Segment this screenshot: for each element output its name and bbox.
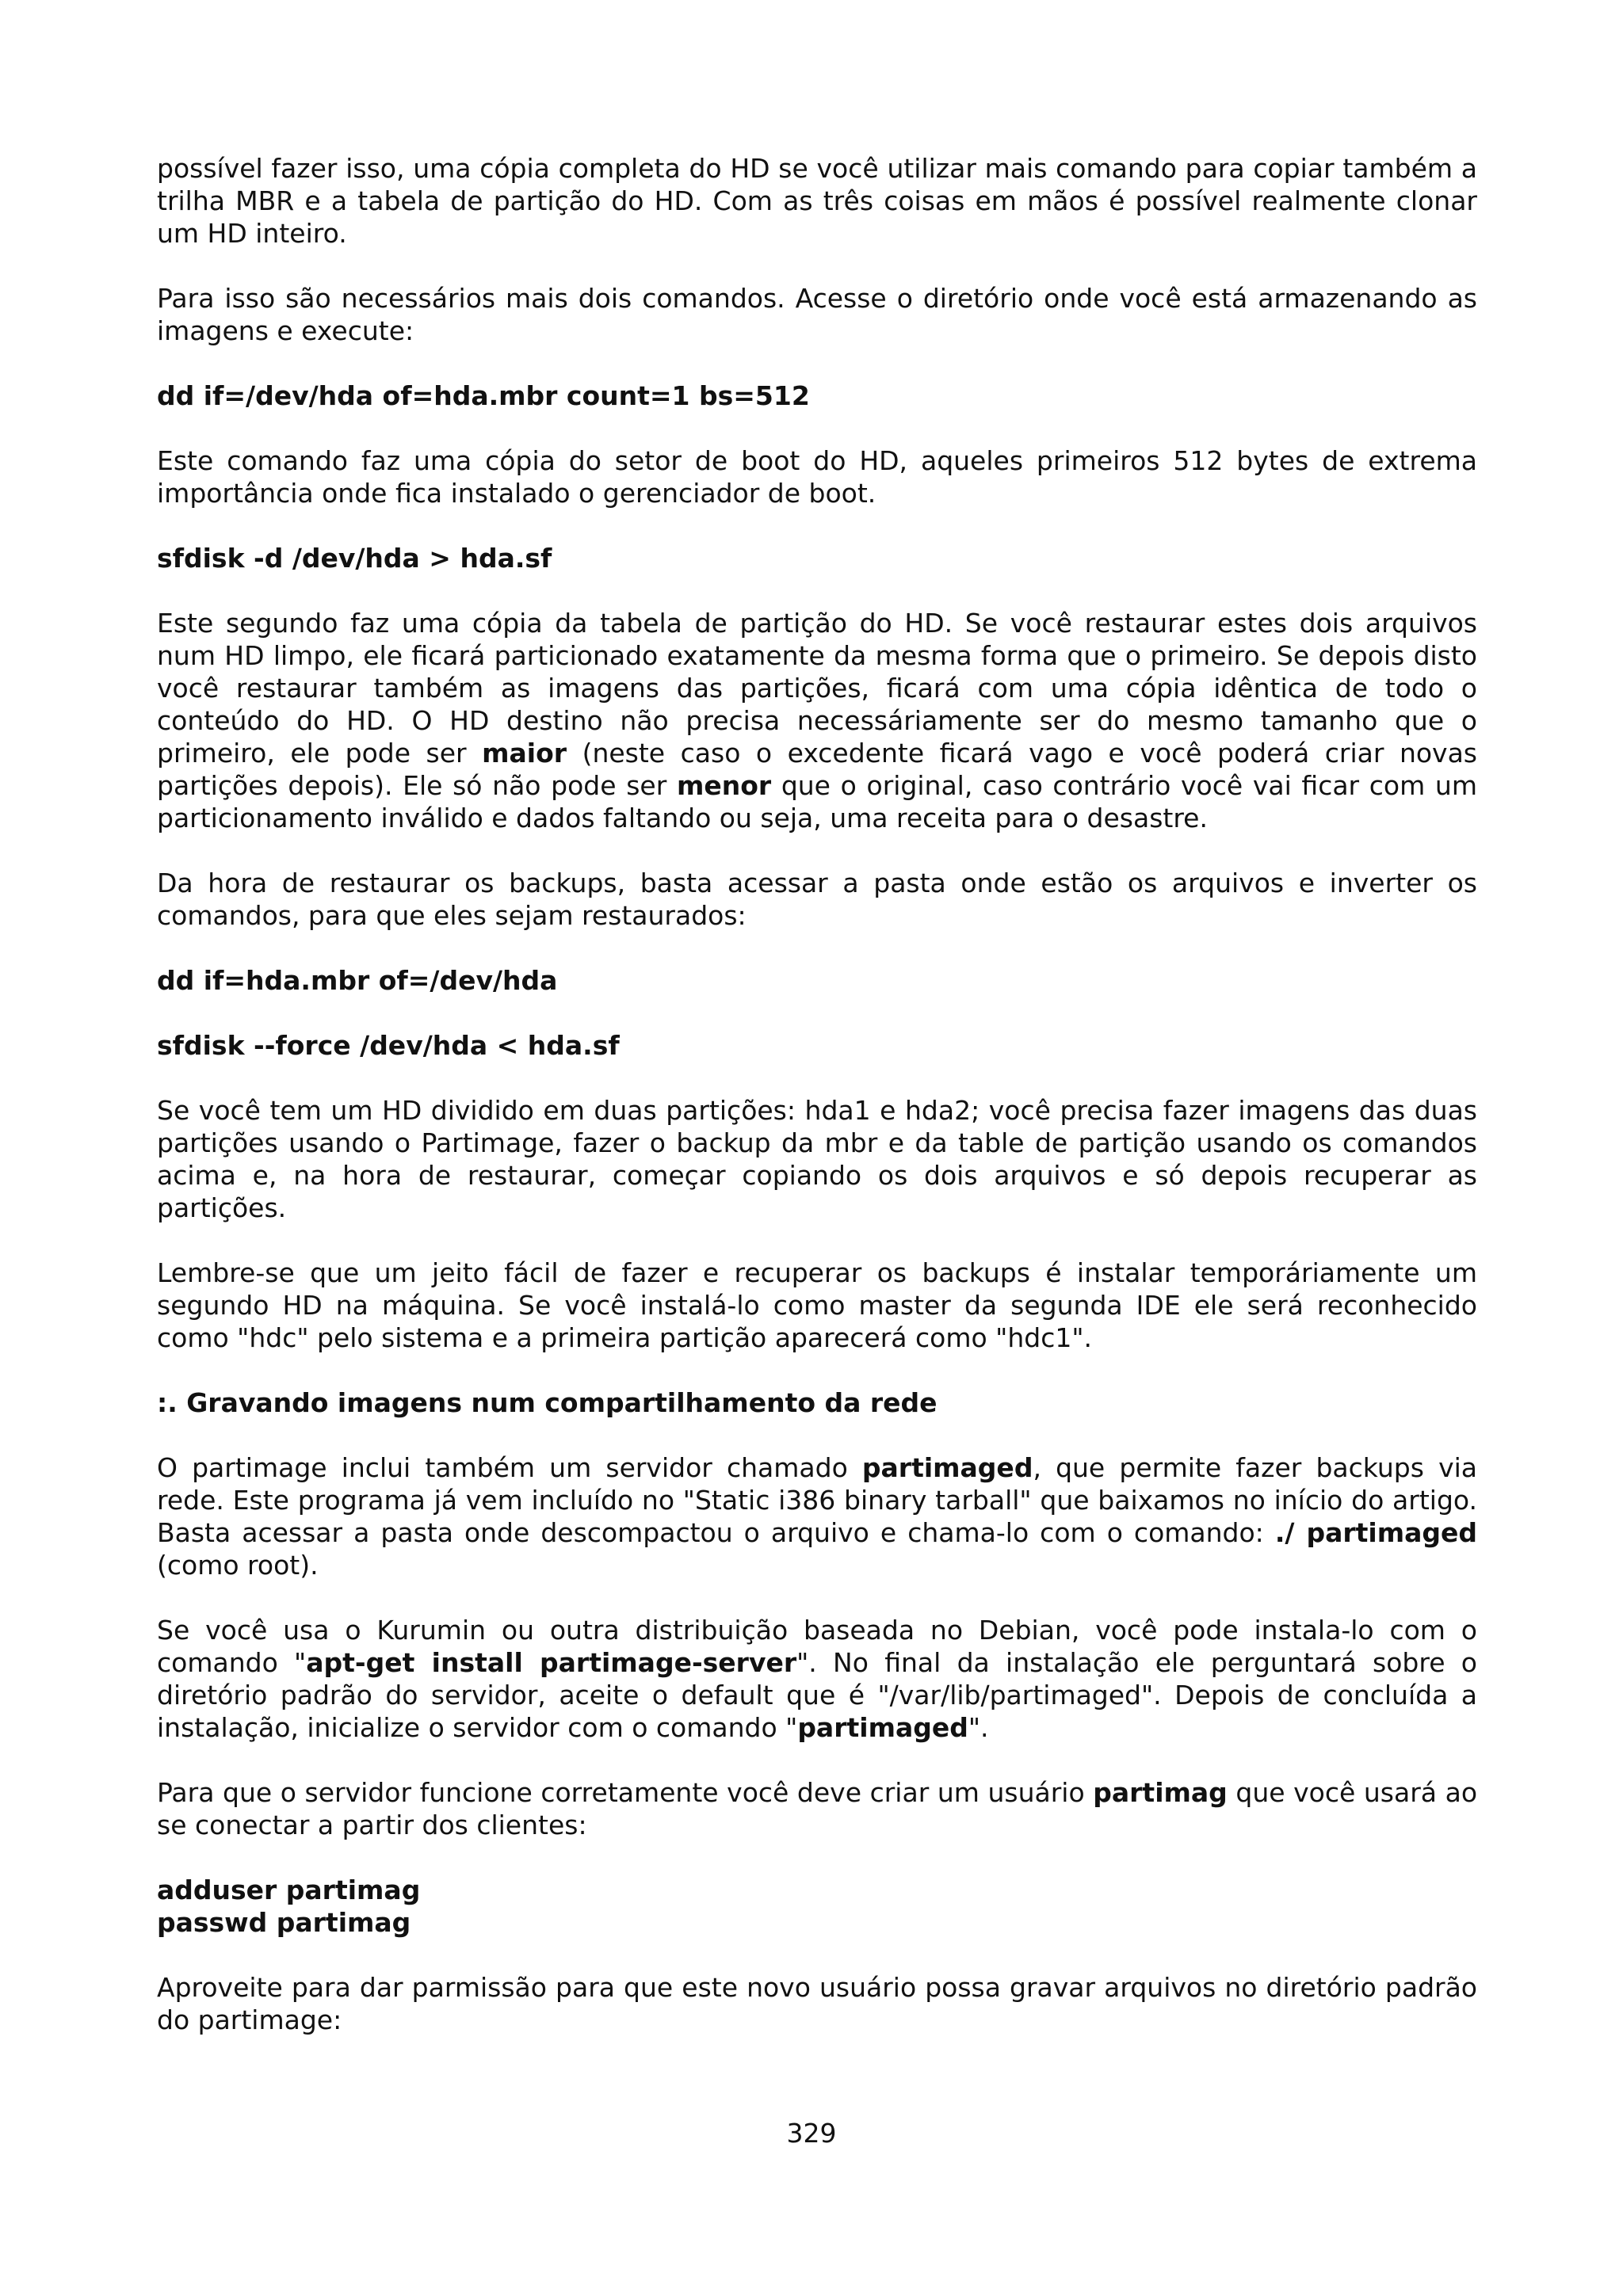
section-heading-network: :. Gravando imagens num compartilhamento da rede [157, 1387, 938, 1418]
bold-apt-get: apt-get install partimage-server [306, 1647, 797, 1678]
command-passwd: passwd partimag [157, 1907, 411, 1938]
paragraph-clone-intro: possível fazer isso, uma cópia completa do HD se você utilizar mais comando para copiar também a trilha MBR e a tabela de partição do HD. Com as três coisas em mãos é possível realmente clonar um HD inteiro. [157, 153, 1477, 249]
command-sfdisk-dump: sfdisk -d /dev/hda > hda.sf [157, 543, 552, 574]
paragraph-second-hd: Lembre-se que um jeito fácil de fazer e recuperar os backups é instalar temporáriamente um segundo HD na máquina. Se você instalá-lo como master da segunda IDE ele será reconhecido como "hdc" pelo sistema e a primeira partição aparecerá como "hdc1". [157, 1257, 1477, 1353]
paragraph-partition-table: Este segundo faz uma cópia da tabela de partição do HD. Se você restaurar estes dois arquivos num HD limpo, ele ficará particionado exatamente da mesma forma que o primeiro. Se depois disto você restaurar também as imagens das partições, ficará com uma cópia idêntica de todo o conteúdo do HD. O HD destino não precisa necessáriamente ser do mesmo tamanho que o primeiro, ele pode ser maior (neste caso o excedente ficará vago e você poderá criar novas partições depois). Ele só não pode ser menor que o original, caso contrário você vai ficar com um particionamento inválido e dados faltando ou seja, uma receita para o desastre. [157, 608, 1477, 833]
paragraph-restore-intro: Da hora de restaurar os backups, basta acessar a pasta onde estão os arquivos e inverter os comandos, para que eles sejam restaurados: [157, 868, 1477, 931]
bold-partimaged-command: ./ partimaged [1274, 1517, 1478, 1548]
bold-partimag-user: partimag [1093, 1777, 1228, 1808]
paragraph-debian-install: Se você usa o Kurumin ou outra distribuição baseada no Debian, você pode instala-lo com o comando "apt-get install partimage-server". No final da instalação ele perguntará sobre o diretório padrão do servidor, aceite o default que é "/var/lib/partimaged". Depois de concluída a instalação, inicialize o servidor com o comando "partimaged". [157, 1615, 1477, 1743]
document-body [157, 152, 1477, 2069]
command-adduser: adduser partimag [157, 1875, 421, 1905]
command-dd-mbr: dd if=/dev/hda of=hda.mbr count=1 bs=512 [157, 380, 810, 411]
paragraph-create-user: Para que o servidor funcione corretamente você deve criar um usuário partimag que você usará ao se conectar a partir dos clientes: [157, 1777, 1478, 1840]
page-number: 329 [786, 2118, 837, 2149]
bold-partimaged: partimaged [861, 1452, 1033, 1483]
paragraph-two-partitions: Se você tem um HD dividido em duas partições: hda1 e hda2; você precisa fazer imagens das duas partições usando o Partimage, fazer o backup da mbr e da table de partição usando os comandos acima e, na hora de restaurar, começar copiando os dois arquivos e só depois recuperar as partições. [157, 1095, 1477, 1223]
paragraph-permissions: Aproveite para dar parmissão para que este novo usuário possa gravar arquivos no diretório padrão do partimage: [157, 1972, 1477, 2035]
paragraph-boot-sector: Este comando faz uma cópia do setor de boot do HD, aqueles primeiros 512 bytes de extrema importância onde fica instalado o gerenciador de boot. [157, 445, 1477, 509]
bold-maior: maior [482, 738, 567, 769]
command-dd-restore: dd if=hda.mbr of=/dev/hda [157, 965, 558, 996]
bold-partimaged-start: partimaged [797, 1712, 968, 1743]
command-sfdisk-restore: sfdisk --force /dev/hda < hda.sf [157, 1030, 620, 1061]
paragraph-partimaged-server: O partimage inclui também um servidor chamado partimaged, que permite fazer backups via rede. Este programa já vem incluído no "Static i386 binary tarball" que baixamos no início do artigo. Basta acessar a pasta onde descompactou o arquivo e chama-lo com o comando: ./ partimaged (como root). [157, 1452, 1478, 1581]
paragraph-commands-intro: Para isso são necessários mais dois comandos. Acesse o diretório onde você está armazenando as imagens e execute: [157, 283, 1477, 346]
bold-menor: menor [676, 770, 772, 801]
